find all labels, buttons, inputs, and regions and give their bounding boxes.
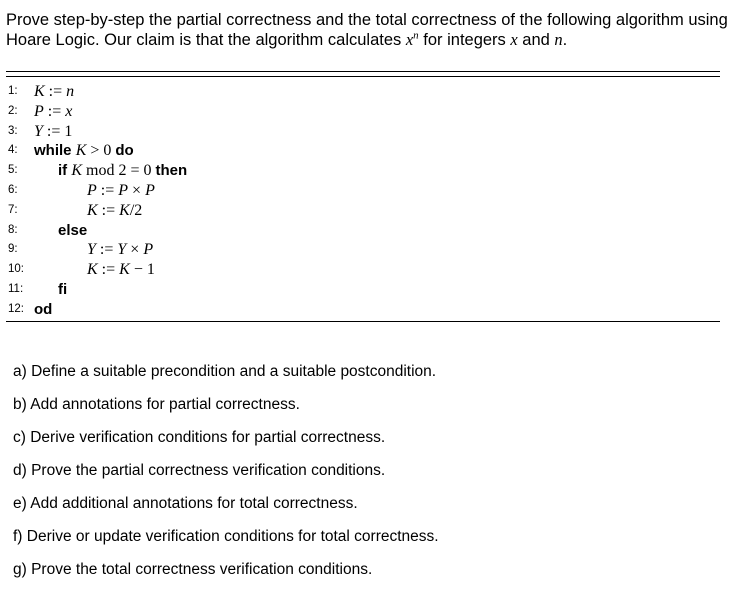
intro-text-integers: for integers [418, 31, 511, 49]
algorithm-line: 3: Y := 1 [8, 122, 73, 140]
line-number: 4: [8, 144, 18, 157]
algorithm-line: 4: while K > 0 do [8, 142, 134, 160]
line-number: 7: [8, 203, 18, 216]
algorithm-bottom-rule [6, 321, 720, 322]
task-item: a) Define a suitable precondition and a suitable postcondition. [13, 363, 437, 380]
algorithm-line [8, 221, 708, 241]
keyword-then: then [155, 162, 188, 180]
keyword-if: if [58, 162, 68, 180]
keyword-while: while [34, 142, 72, 160]
algorithm-line: 6: P := P × P [8, 181, 155, 199]
problem-statement [6, 10, 734, 50]
intro-text: Prove step-by-step the partial correctness and the total correctness of the following algorithm using Hoare Logic. Our claim is that the algorithm calculates [6, 11, 728, 49]
task-item: d) Prove the partial correctness verification conditions. [13, 462, 386, 479]
algorithm-line: 7: K := K/2 [8, 201, 143, 219]
task-item: b) Add annotations for partial correctness. [13, 396, 300, 413]
algorithm-line: 10: K := K − 1 [8, 261, 155, 279]
keyword-od: od [34, 300, 53, 318]
algorithm-line [8, 300, 708, 320]
task-item: e) Add additional annotations for total correctness. [13, 495, 358, 512]
line-number: 9: [8, 243, 18, 256]
algorithm-top-rule [6, 71, 720, 72]
task-list [13, 362, 439, 593]
algorithm-line: 5: if K mod 2 = 0 then [8, 162, 188, 180]
line-number: 12: [8, 302, 24, 315]
algorithm-line: 1: K := n [8, 83, 75, 100]
line-number: 8: [8, 223, 18, 236]
math-x-power-n: $x^n$ [405, 29, 419, 49]
line-number: 2: [8, 104, 18, 117]
algorithm-line: 9: Y := Y × P [8, 241, 154, 259]
keyword-fi: fi [58, 280, 68, 298]
keyword-do: do [115, 142, 134, 160]
task-item: c) Derive verification conditions for partial correctness. [13, 429, 386, 446]
math-x: x [510, 30, 518, 49]
intro-text-and: and [517, 31, 555, 49]
math-n: n [554, 30, 563, 49]
algorithm-top-rule-second [6, 76, 720, 77]
line-number: 11: [8, 282, 24, 295]
algorithm-block [8, 82, 708, 320]
keyword-else: else [58, 221, 88, 239]
line-number: 6: [8, 183, 18, 196]
algorithm-line: 2: P := x [8, 102, 73, 120]
intro-period: . [562, 31, 568, 49]
line-number: 1: [8, 85, 18, 97]
algorithm-line [8, 280, 708, 300]
task-item: g) Prove the total correctness verification conditions. [13, 561, 373, 578]
line-number: 3: [8, 124, 18, 137]
line-number: 10: [8, 263, 24, 276]
line-number: 5: [8, 164, 18, 177]
task-item: f) Derive or update verification conditions for total correctness. [13, 528, 439, 545]
